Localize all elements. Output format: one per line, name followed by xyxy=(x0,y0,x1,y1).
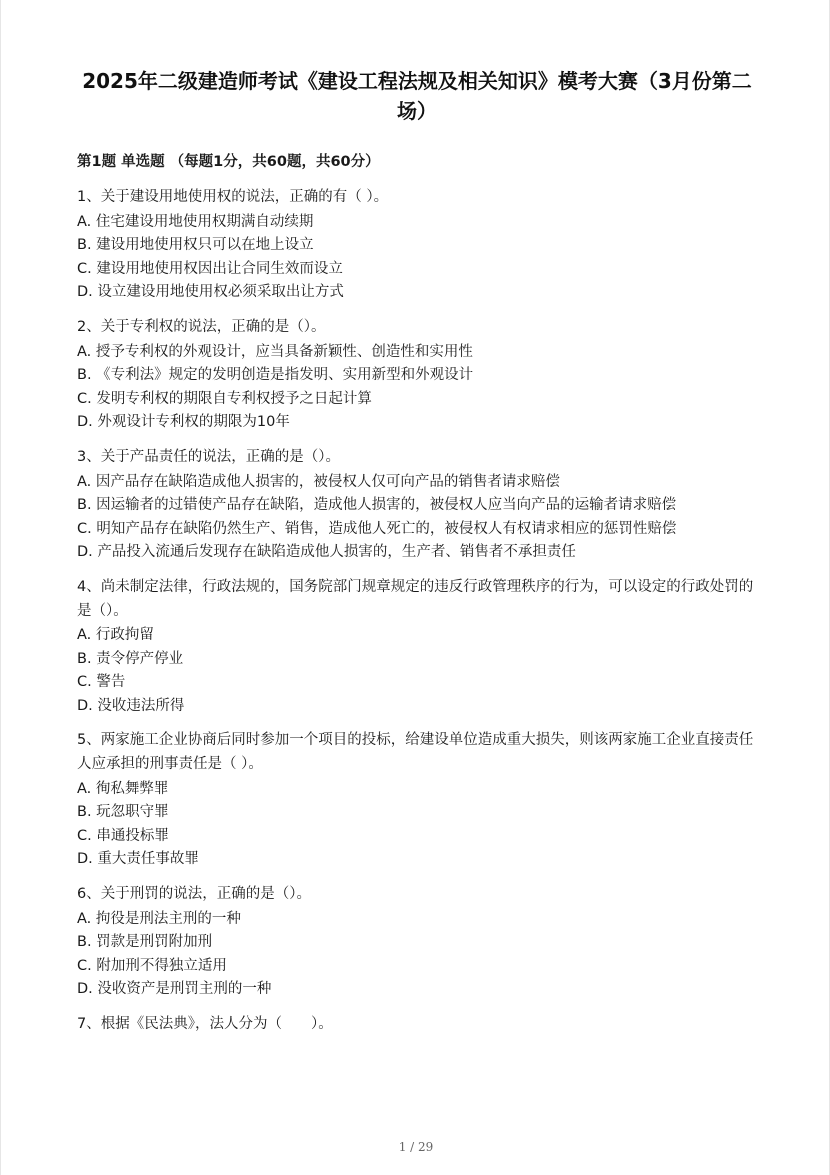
answer-option: C. 附加刑不得独立适用 xyxy=(77,957,227,974)
answer-option: C. 警告 xyxy=(77,674,126,691)
answer-option: D. 没收违法所得 xyxy=(77,697,185,714)
answer-option: B. 罚款是刑罚附加刑 xyxy=(77,934,213,951)
answer-option: A. 拘役是刑法主刑的一种 xyxy=(77,910,241,927)
answer-option: C. 发明专利权的期限自专利权授予之日起计算 xyxy=(77,390,372,407)
section-heading: 第1题 单选题 （每题1分，共60题，共60分） xyxy=(77,154,380,170)
answer-option: B. 玩忽职守罪 xyxy=(77,804,169,821)
answer-option: A. 行政拘留 xyxy=(77,627,154,644)
question-item xyxy=(77,576,757,719)
question-stem: 2、关于专利权的说法，正确的是（）。 xyxy=(77,318,326,335)
question-stem: 3、关于产品责任的说法，正确的是（）。 xyxy=(77,448,340,465)
answer-option: A. 因产品存在缺陷造成他人损害的，被侵权人仅可向产品的销售者请求赔偿 xyxy=(77,473,560,490)
document-content xyxy=(77,66,757,1048)
question-item xyxy=(77,446,757,565)
answer-option: A. 徇私舞弊罪 xyxy=(77,780,169,797)
answer-option: B. 因运输者的过错使产品存在缺陷，造成他人损害的，被侵权人应当向产品的运输者请求赔偿 xyxy=(77,497,677,514)
answer-option: D. 重大责任事故罪 xyxy=(77,851,199,868)
document-title: 2025年二级建造师考试《建设工程法规及相关知识》模考大赛（3月份第二场） xyxy=(82,69,752,123)
question-item xyxy=(77,1013,757,1037)
question-item xyxy=(77,316,757,435)
page-indicator: 1 / 29 xyxy=(398,1140,434,1154)
answer-option: D. 没收资产是刑罚主刑的一种 xyxy=(77,981,272,998)
question-stem: 6、关于刑罚的说法，正确的是（）。 xyxy=(77,886,311,903)
answer-option: C. 串通投标罪 xyxy=(77,827,169,844)
answer-option: B. 建设用地使用权只可以在地上设立 xyxy=(77,237,314,254)
question-item xyxy=(77,729,757,872)
answer-option: B. 责令停产停业 xyxy=(77,650,184,667)
answer-option: A. 授予专利权的外观设计，应当具备新颖性、创造性和实用性 xyxy=(77,343,473,360)
answer-option: D. 产品投入流通后发现存在缺陷造成他人损害的，生产者、销售者不承担责任 xyxy=(77,544,576,561)
answer-option: A. 住宅建设用地使用权期满自动续期 xyxy=(77,213,314,230)
question-item xyxy=(77,186,757,305)
answer-option: C. 建设用地使用权因出让合同生效而设立 xyxy=(77,260,343,277)
question-stem: 1、关于建设用地使用权的说法，正确的有（ ）。 xyxy=(77,189,389,205)
question-stem: 5、两家施工企业协商后同时参加一个项目的投标，给建设单位造成重大损失，则该两家施工企业直接责任人应承担的刑事责任是（ ）。 xyxy=(77,732,754,773)
question-stem: 4、尚未制定法律，行政法规的，国务院部门规章规定的违反行政管理秩序的行为，可以设定的行政处罚的是（）。 xyxy=(77,578,754,619)
question-stem: 7、根据《民法典》，法人分为（ ）。 xyxy=(77,1016,333,1032)
answer-option: D. 设立建设用地使用权必须采取出让方式 xyxy=(77,284,344,301)
question-item xyxy=(77,883,757,1002)
question-list xyxy=(77,186,757,1037)
answer-option: B. 《专利法》规定的发明创造是指发明、实用新型和外观设计 xyxy=(77,367,474,384)
answer-option: D. 外观设计专利权的期限为10年 xyxy=(77,414,290,431)
answer-option: C. 明知产品存在缺陷仍然生产、销售，造成他人死亡的，被侵权人有权请求相应的惩罚性赔偿 xyxy=(77,520,677,537)
